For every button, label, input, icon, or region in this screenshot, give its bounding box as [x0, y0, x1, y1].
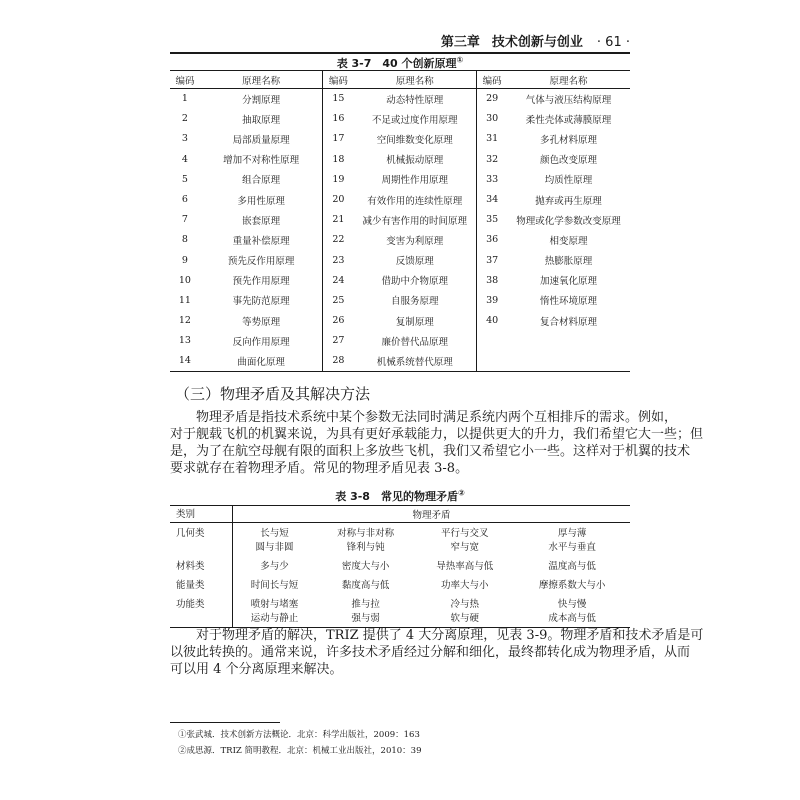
table-row	[170, 210, 630, 230]
footnote-1: ①张武城．技术创新方法概论．北京：科学出版社，2009：163	[178, 730, 420, 740]
table-row	[170, 556, 630, 575]
column-header: 物理矛盾	[233, 506, 631, 523]
principle-name-cell: 反向作用原理	[232, 336, 290, 348]
principle-code-cell: 33	[477, 169, 507, 189]
running-header	[170, 30, 630, 54]
principle-name-cell: 自服务原理	[391, 296, 439, 308]
principle-code-cell: 31	[477, 129, 507, 149]
category-cell: 几何类	[170, 523, 233, 540]
contradiction-cell: 导热率高与低	[436, 561, 494, 572]
table-row	[170, 129, 630, 149]
principle-name-cell: 反馈原理	[395, 256, 434, 268]
principle-code-cell: 24	[323, 270, 353, 290]
table-row	[170, 109, 630, 129]
principle-code-cell: 15	[323, 89, 353, 109]
principle-name-cell: 抽取原理	[242, 114, 281, 126]
principle-code-cell: 36	[477, 230, 507, 250]
principle-name-cell: 廉价替代品原理	[381, 336, 449, 348]
principle-code-cell: 32	[477, 149, 507, 169]
principle-code-cell: 21	[323, 210, 353, 230]
paragraph-separation-principles	[170, 627, 704, 678]
principle-name-cell: 局部质量原理	[232, 134, 290, 146]
principle-code-cell: 16	[323, 109, 353, 129]
principle-name-cell: 预先反作用原理	[227, 256, 295, 268]
principle-name-cell: 惰性环境原理	[540, 296, 598, 308]
contradiction-cell: 厚与薄	[557, 528, 587, 539]
principle-code-cell	[477, 351, 507, 371]
principle-code-cell: 35	[477, 210, 507, 230]
principle-code-cell: 2	[181, 113, 188, 125]
principle-code-cell: 27	[323, 331, 353, 351]
column-header: 原理名称	[200, 71, 323, 89]
category-cell: 功能类	[170, 594, 233, 610]
principle-name-cell: 动态特性原理	[386, 94, 444, 106]
column-header: 编码	[170, 71, 200, 89]
principle-name-cell: 借助中介物原理	[381, 276, 449, 288]
table-row	[170, 270, 630, 290]
table-header-row	[170, 71, 630, 89]
principle-name-cell	[507, 351, 630, 371]
principle-code-cell: 8	[181, 234, 188, 246]
contradiction-cell: 推与拉	[351, 599, 380, 610]
category-cell-empty	[170, 610, 233, 628]
table-header-row	[170, 506, 630, 523]
principle-name-cell: 周期性作用原理	[381, 175, 449, 187]
principle-name-cell: 机械振动原理	[386, 155, 444, 167]
principle-code-cell: 34	[477, 189, 507, 209]
principle-name-cell: 空间维数变化原理	[376, 134, 453, 146]
table-3-7-caption-text: 表 3-7 40 个创新原理	[336, 57, 457, 70]
principle-code-cell: 28	[323, 351, 353, 371]
principle-name-cell: 等势原理	[242, 316, 281, 328]
contradiction-cell: 软与硬	[450, 613, 479, 624]
category-cell-empty	[170, 539, 233, 556]
table-row	[170, 539, 630, 556]
contradiction-cell: 水平与垂直	[548, 542, 596, 553]
table-row	[170, 331, 630, 351]
table-row	[170, 230, 630, 250]
contradiction-cell: 密度大与小	[341, 561, 390, 572]
paragraph-line: 对于物理矛盾的解决，TRIZ 提供了 4 大分离原理，见表 3-9。物理矛盾和技术矛盾是可	[170, 628, 704, 643]
principle-code-cell: 39	[477, 290, 507, 310]
chapter-number: 第三章	[440, 35, 480, 50]
paragraph-line: 要求就存在着物理矛盾。常见的物理矛盾见表 3-8。	[170, 461, 469, 476]
table-row	[170, 290, 630, 310]
principle-name-cell: 复合材料原理	[540, 316, 598, 328]
principle-name-cell	[507, 331, 630, 351]
table-3-8-caption-text: 表 3-8 常见的物理矛盾	[335, 490, 458, 503]
table-3-8-body	[170, 523, 630, 628]
principle-code-cell: 26	[323, 311, 353, 331]
principle-name-cell: 气体与液压结构原理	[525, 94, 612, 106]
principle-name-cell: 加速氧化原理	[540, 276, 598, 288]
principle-name-cell: 复制原理	[395, 316, 434, 328]
table-3-8-caption	[170, 488, 630, 504]
principle-name-cell: 柔性壳体或薄膜原理	[525, 114, 612, 126]
principle-code-cell: 3	[181, 133, 188, 145]
principle-name-cell: 不足或过度作用原理	[372, 114, 458, 126]
table-row	[170, 189, 630, 209]
principle-name-cell: 增加不对称性原理	[223, 155, 300, 167]
contradiction-cell: 对称与非对称	[337, 528, 395, 539]
chapter-title: 技术创新与创业	[491, 35, 583, 50]
table-3-7-body	[170, 89, 630, 372]
category-cell: 材料类	[170, 556, 233, 575]
contradiction-cell: 摩擦系数大与小	[538, 580, 606, 591]
principle-code-cell: 38	[477, 270, 507, 290]
principle-code-cell: 17	[323, 129, 353, 149]
column-header: 原理名称	[507, 71, 630, 89]
footnote-2: ②成思源．TRIZ 简明教程．北京：机械工业出版社，2010：39	[178, 746, 422, 756]
paragraph-line: 以彼此转换的。通常来说，许多技术矛盾经过分解和细化，最终都转化成为物理矛盾，从而	[170, 645, 691, 660]
contradiction-cell: 冷与热	[450, 599, 479, 610]
contradiction-cell: 圆与非圆	[255, 542, 294, 553]
principle-code-cell: 40	[477, 311, 507, 331]
principle-code-cell: 18	[323, 149, 353, 169]
principle-name-cell: 曲面化原理	[237, 356, 285, 368]
principle-code-cell: 12	[178, 315, 191, 327]
principle-name-cell: 均质性原理	[544, 175, 593, 187]
contradiction-cell: 锋利与钝	[346, 542, 385, 553]
paragraph-line: 是，为了在航空母舰有限的面积上多放些飞机，我们又希望它小一些。这样对于机翼的技术	[170, 444, 691, 459]
principle-name-cell: 嵌套原理	[242, 215, 281, 227]
contradiction-cell: 强与弱	[351, 613, 380, 624]
principle-name-cell: 组合原理	[242, 175, 281, 187]
contradiction-cell: 成本高与低	[548, 613, 596, 624]
principle-code-cell: 9	[181, 254, 188, 266]
section-heading: （三）物理矛盾及其解决方法	[175, 385, 371, 403]
principle-name-cell: 有效作用的连续性原理	[367, 195, 463, 207]
principle-code-cell: 30	[477, 109, 507, 129]
principle-name-cell: 重量补偿原理	[232, 235, 290, 247]
table-3-8	[170, 505, 630, 628]
principle-code-cell: 14	[178, 355, 191, 367]
principle-name-cell: 物理或化学参数改变原理	[516, 215, 621, 227]
contradiction-cell: 多与少	[260, 561, 289, 572]
principle-code-cell: 5	[181, 173, 188, 185]
footnote-ref-2: ②	[457, 488, 465, 498]
column-header: 编码	[323, 71, 353, 89]
principle-name-cell: 多孔材料原理	[540, 134, 598, 146]
table-3-7-caption	[170, 55, 630, 71]
contradiction-cell: 喷射与堵塞	[250, 599, 299, 610]
principle-code-cell: 23	[323, 250, 353, 270]
principle-name-cell: 事先防范原理	[232, 296, 290, 308]
paragraph-line: 可以用 4 个分离原理来解决。	[170, 662, 343, 677]
contradiction-cell: 平行与交叉	[440, 528, 489, 539]
contradiction-cell: 时间长与短	[250, 580, 299, 591]
principle-code-cell: 4	[181, 153, 188, 165]
paragraph-physical-contradiction	[170, 409, 704, 477]
principle-code-cell: 1	[181, 93, 188, 105]
principle-code-cell: 11	[178, 294, 191, 306]
principle-name-cell: 抛弃或再生原理	[535, 195, 602, 207]
table-row	[170, 523, 630, 540]
contradiction-cell: 运动与静止	[250, 613, 299, 624]
principle-name-cell: 分割原理	[242, 94, 281, 106]
principle-code-cell	[477, 331, 507, 351]
footnote-rule	[170, 722, 280, 723]
contradiction-cell: 黏度高与低	[341, 580, 390, 591]
principle-code-cell: 10	[178, 274, 191, 286]
principle-name-cell: 减少有害作用的时间原理	[362, 215, 468, 227]
principle-name-cell: 预先作用原理	[232, 276, 290, 288]
table-3-7	[170, 70, 630, 372]
category-cell: 能量类	[170, 575, 233, 594]
page-number: · 61 ·	[596, 35, 630, 50]
table-row	[170, 169, 630, 189]
principle-code-cell: 29	[477, 89, 507, 109]
table-row	[170, 610, 630, 628]
column-header: 原理名称	[353, 71, 476, 89]
principle-code-cell: 22	[323, 230, 353, 250]
table-row	[170, 351, 630, 371]
principle-code-cell: 13	[178, 335, 191, 347]
principle-name-cell: 颜色改变原理	[540, 155, 598, 167]
principle-code-cell: 7	[181, 214, 188, 226]
footnote-ref-1: ①	[456, 55, 464, 65]
principle-code-cell: 20	[323, 189, 353, 209]
contradiction-cell: 功率大与小	[440, 580, 489, 591]
table-row	[170, 250, 630, 270]
principle-name-cell: 机械系统替代原理	[376, 356, 453, 368]
principle-name-cell: 热膨胀原理	[544, 256, 593, 268]
column-header: 编码	[477, 71, 507, 89]
table-row	[170, 311, 630, 331]
principle-code-cell: 37	[477, 250, 507, 270]
principle-code-cell: 6	[181, 194, 188, 206]
contradiction-cell: 长与短	[260, 528, 289, 539]
contradiction-cell: 窄与宽	[450, 542, 479, 553]
paragraph-line: 对于舰载飞机的机翼来说，为具有更好承载能力，以提供更大的升力，我们希望它大一些；但	[170, 427, 704, 442]
table-row	[170, 149, 630, 169]
table-row	[170, 575, 630, 594]
contradiction-cell: 温度高与低	[548, 561, 596, 572]
principle-name-cell: 多用性原理	[237, 195, 285, 207]
table-row	[170, 89, 630, 109]
paragraph-line: 物理矛盾是指技术系统中某个参数无法同时满足系统内两个互相排斥的需求。例如，	[170, 410, 678, 425]
principle-name-cell: 变害为利原理	[386, 235, 444, 247]
principle-name-cell: 相变原理	[549, 235, 588, 247]
principle-code-cell: 19	[323, 169, 353, 189]
principle-code-cell: 25	[323, 290, 353, 310]
table-row	[170, 594, 630, 610]
contradiction-cell: 快与慢	[557, 599, 587, 610]
column-header: 类别	[170, 506, 233, 523]
